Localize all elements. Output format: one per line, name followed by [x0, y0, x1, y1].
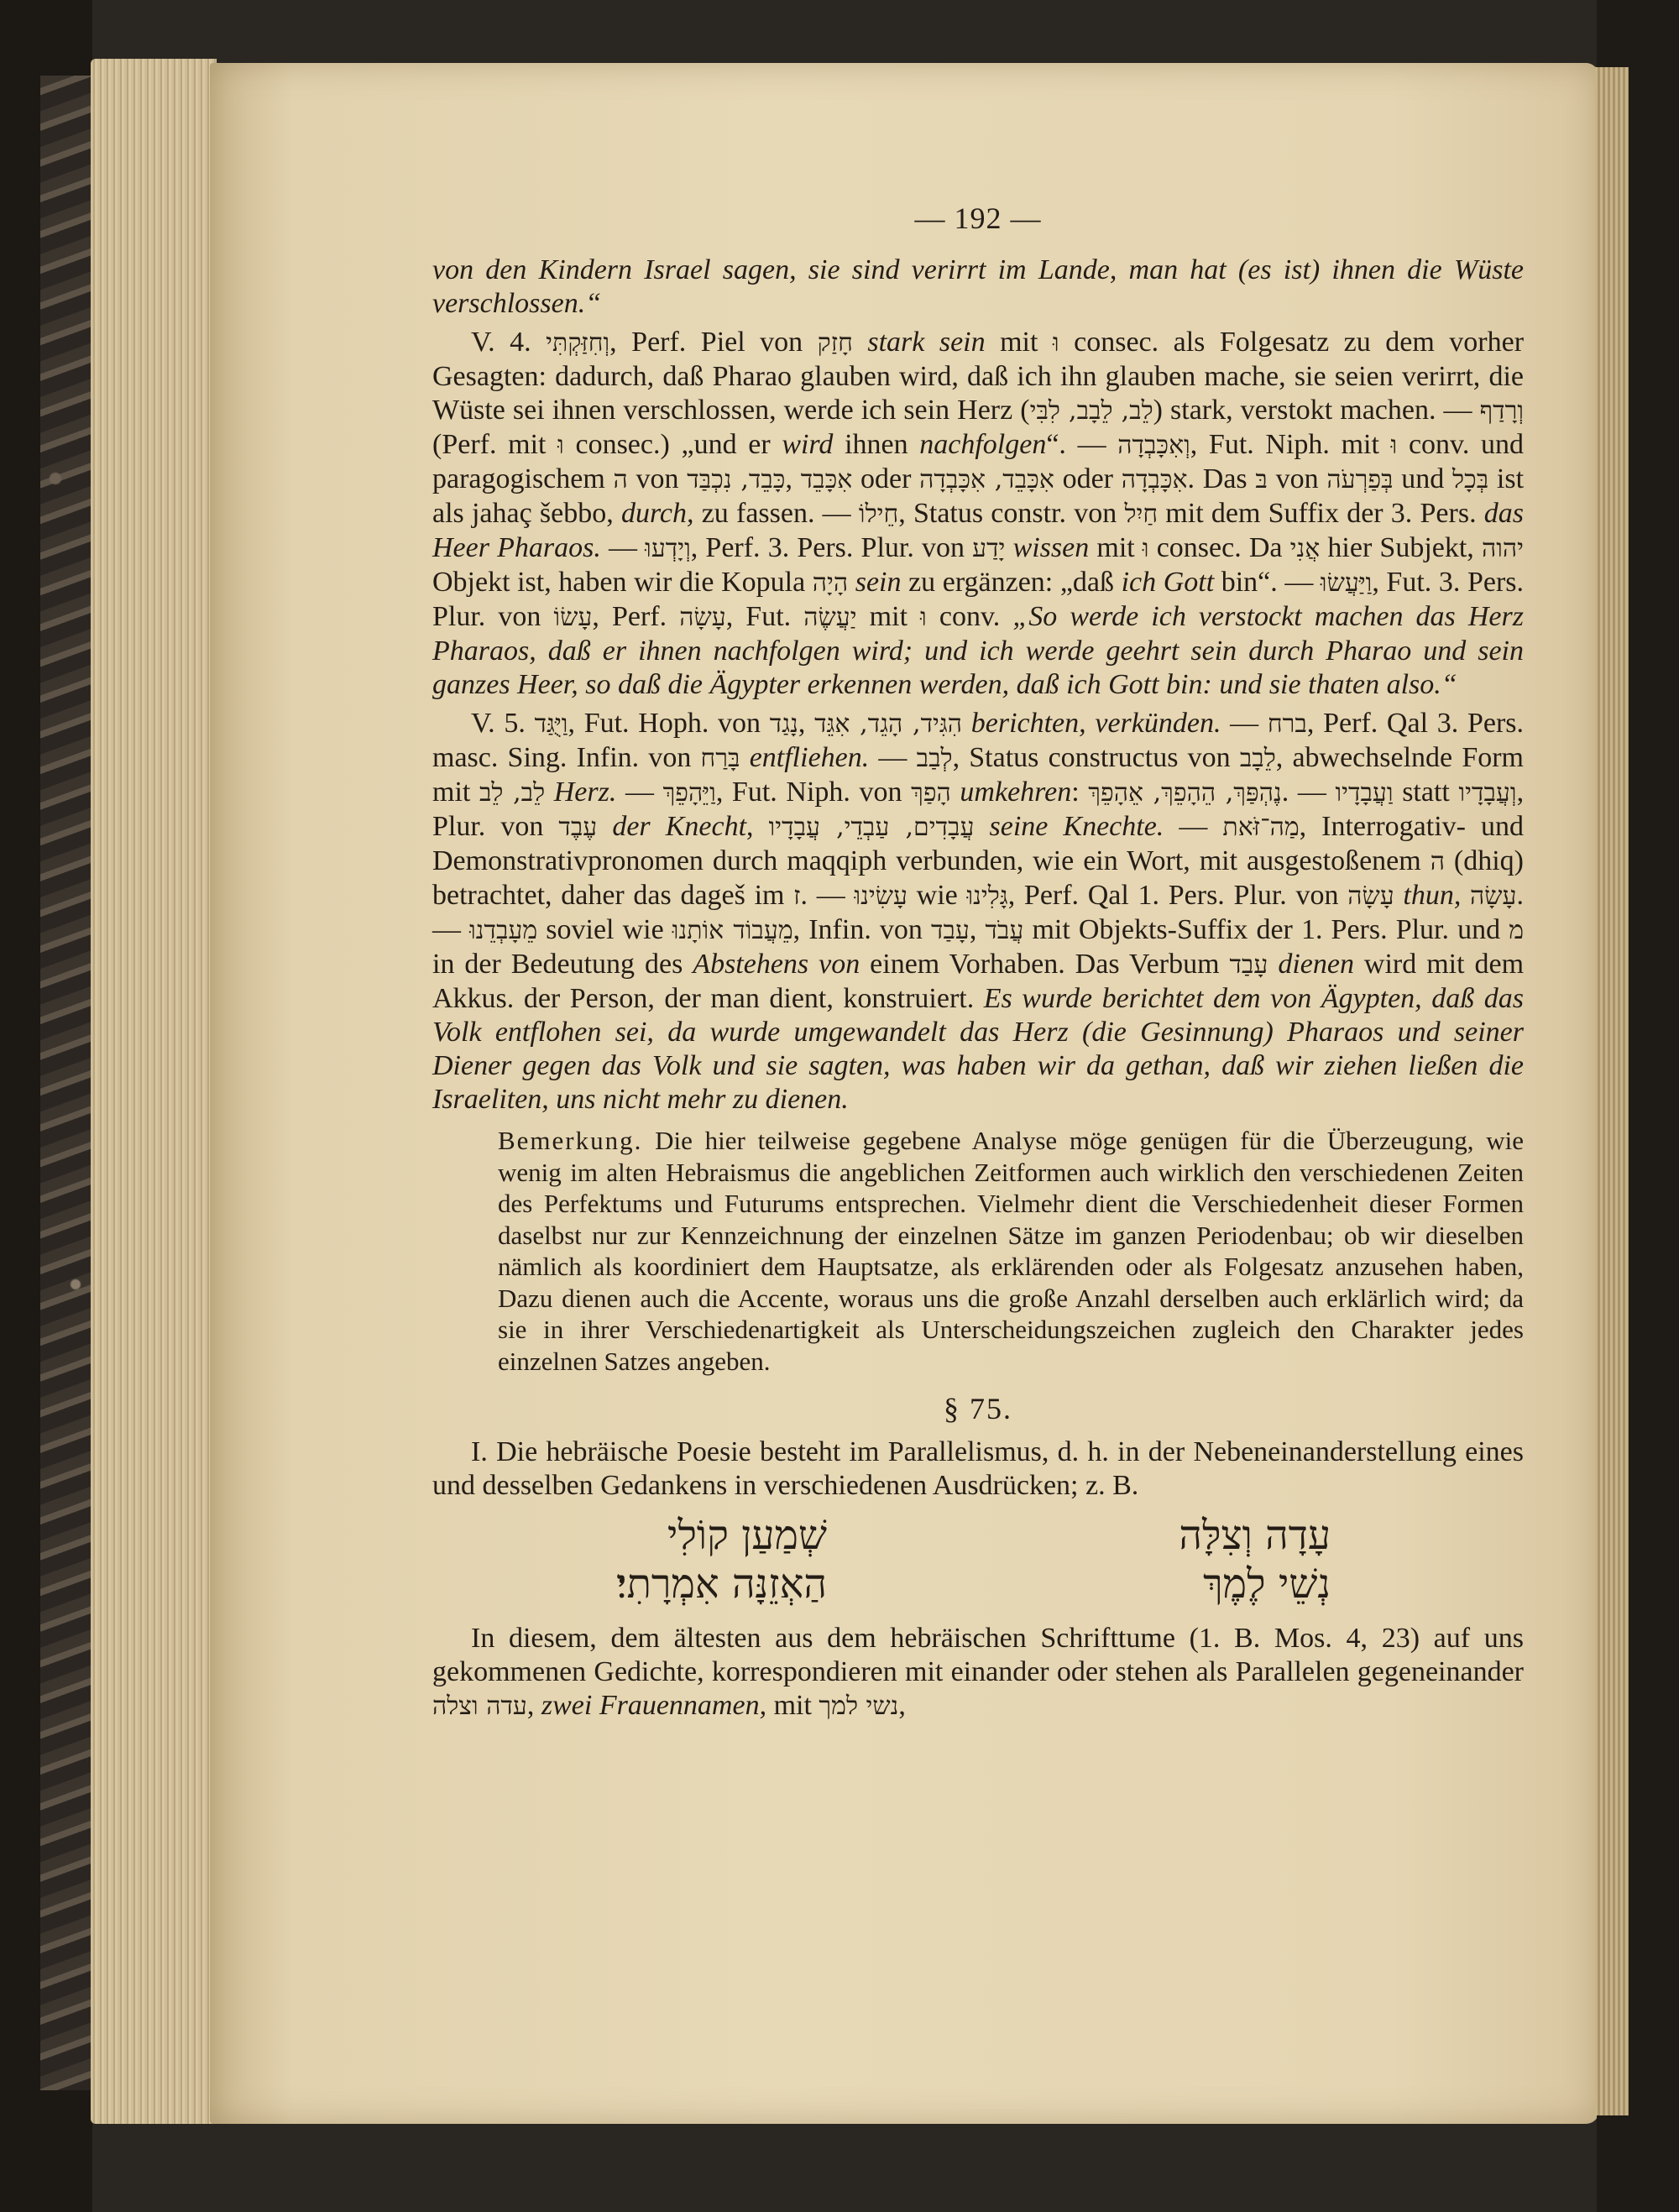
text-run: mit: [856, 601, 921, 632]
hebrew-word: ה: [613, 465, 628, 494]
italic-run: von den Kindern Israel sagen, sie sind verirrt im Lande, man hat (es ist) ihnen die Wüste verschlossen.“: [432, 254, 1524, 319]
text-run: statt: [1393, 777, 1459, 808]
hebrew-word: ברח: [1267, 709, 1307, 739]
hebrew-word: לֵבָב: [1239, 744, 1276, 773]
hebrew-word: יַעֲשֶׂה: [803, 603, 857, 632]
text-run: (dhiq) betrachtet, daher das dageš im: [432, 845, 1525, 911]
italic-run: der Knecht: [612, 811, 747, 842]
poem-line: הַאְזֵנָּה אִמְרָתִי׃: [616, 1561, 827, 1608]
text-run: [1461, 880, 1470, 911]
text-run: consec.) „und er: [563, 429, 782, 460]
text-run: mit: [766, 1690, 819, 1721]
remark-heading: Bemerkung.: [498, 1126, 643, 1155]
poem-line: נְשֵׁי לֶמֶךְ: [1203, 1561, 1331, 1608]
hebrew-word: כָּבֵד, נִכְבַּד: [687, 465, 786, 494]
italic-run: sein: [855, 567, 902, 598]
text-run: , abwechselnde Form mit: [432, 742, 1524, 808]
hebrew-word: וְעֲבָדָיו: [1458, 778, 1517, 808]
text-run: [740, 742, 750, 773]
text-run: , Fut. 3. Pers. Plur. von: [432, 567, 1524, 632]
text-run: V. 5.: [471, 708, 535, 739]
hebrew-word: יָדַע: [972, 534, 1006, 563]
paragraph-verse-4: [432, 326, 1524, 702]
text-run: , Fut. Niph. mit: [1190, 429, 1391, 460]
remark-block: [498, 1125, 1524, 1377]
text-run: , Plur. von: [432, 777, 1525, 842]
poem-column-left: [616, 1511, 827, 1608]
hebrew-word: וּ: [1142, 534, 1149, 563]
hebrew-word: הִגִּיד, הָגֵד, אִגֵּד: [814, 709, 963, 739]
text-run: , Fut.: [725, 601, 804, 632]
hebrew-word: וְיָדְעוּ: [645, 534, 691, 563]
text-run: . —: [432, 880, 1525, 945]
text-run: —: [616, 777, 663, 808]
text-run: —: [1221, 708, 1268, 739]
italic-run: das Heer Pharaos.: [432, 498, 1525, 563]
text-run: ihnen: [833, 429, 920, 460]
hebrew-word: עָשָׂה: [679, 603, 726, 632]
paragraph-continuation: [432, 254, 1524, 321]
hebrew-word: לֵב, לֵבָב, לִבִּי: [1029, 396, 1153, 426]
text-run: , Perf. Qal 3. Pers. masc. Sing. Infin. von: [432, 708, 1525, 773]
poem-line: שְׁמַעַן קוֹלִי: [667, 1512, 827, 1559]
hebrew-word: וְאִכָּבְדָה: [1117, 431, 1190, 460]
hebrew-word: חֵילוֹ: [858, 499, 899, 529]
hebrew-word: וַעֲבָדָיו: [1335, 778, 1394, 808]
italic-run: Herz.: [553, 777, 617, 808]
text-run: —: [1164, 811, 1223, 842]
text-run: [962, 708, 971, 739]
hebrew-word: אִכָּבֵד: [800, 465, 853, 494]
text-run: “. —: [1046, 429, 1118, 460]
hebrew-word: הָפַךְ: [911, 778, 951, 808]
closing-paragraph: [432, 1622, 1524, 1723]
italic-run: thun,: [1403, 880, 1462, 911]
hebrew-word: בָּרַח: [700, 744, 740, 773]
hebrew-word: לֵב, לֵב: [479, 778, 546, 808]
text-run: , Perf. Piel von: [609, 327, 818, 358]
hebrew-word: וְרָדַף: [1479, 396, 1524, 426]
italic-run: umkehren: [960, 777, 1072, 808]
italic-run: dienen: [1278, 949, 1354, 980]
text-run: [853, 327, 868, 358]
hebrew-word: עֲבָדִים, עַבְדֵי, עֲבָדָיו: [768, 813, 975, 842]
text-run: [1005, 532, 1012, 563]
text-run: ) stark, verstokt machen. —: [1153, 395, 1480, 426]
text-run: [848, 567, 855, 598]
text-run: , Status constr. von: [898, 498, 1125, 529]
text-run: ,: [526, 1690, 541, 1721]
poem-line: עָדָה וְצִלָּה: [1179, 1512, 1331, 1559]
hebrew-word: מַה־זֹּאת: [1222, 813, 1300, 842]
text-run: mit: [985, 327, 1053, 358]
text-run: :: [1071, 777, 1089, 808]
text-run: . —: [1281, 777, 1336, 808]
hebrew-word: וּ: [1052, 328, 1059, 358]
text-run: [597, 811, 612, 842]
section-intro: I. Die hebräische Poesie besteht im Parallelismus, d. h. in der Nebeneinanderstellung eines und desselben Gedankens in verschiedenen Ausdrücken; z. B.: [432, 1436, 1524, 1501]
hebrew-word: וַיַּעֲשׂוּ: [1320, 568, 1373, 598]
hebrew-word: חַיִל: [1124, 499, 1159, 529]
text-run: [951, 777, 960, 808]
section-heading: § 75.: [944, 1392, 1012, 1425]
text-run: von: [627, 463, 688, 494]
hebrew-word: וַיֻּגַּד: [534, 709, 568, 739]
hebrew-word: אֲנִי: [1289, 534, 1321, 563]
text-run: , Status constructus von: [952, 742, 1240, 773]
text-run: , Fut. Hoph. von: [568, 708, 770, 739]
text-run: hier Subjekt,: [1320, 532, 1482, 563]
text-run: consec. als Folgesatz zu dem vorher Gesagten: dadurch, daß Pharao glauben wird, daß ich ihn glauben mache, sie seien verirrt, die Wüste sei ihnen verschlossen, werde ich sein Herz (: [432, 327, 1525, 426]
text-run: bin“. —: [1214, 567, 1321, 598]
hebrew-word: לְבַב: [916, 744, 953, 773]
text-run: zu fassen. —: [693, 498, 859, 529]
text-run: ,: [798, 708, 815, 739]
italic-run: entfliehen.: [749, 742, 870, 773]
page-stack-edges: [91, 59, 217, 2124]
hebrew-word: מ: [1509, 916, 1524, 945]
text-run: Objekt ist, haben wir die Kopula: [432, 567, 813, 598]
text-run: zu ergänzen: „daß: [901, 567, 1122, 598]
paragraph-verse-5: [432, 707, 1524, 1116]
hebrew-word: עָבַד: [1229, 950, 1268, 980]
text-run: ,: [969, 914, 986, 945]
hebrew-word: בְּפַרְעֹה: [1326, 465, 1394, 494]
italic-run: nachfolgen: [919, 429, 1047, 460]
text-run: , Perf. 3. Pers. Plur. von: [690, 532, 973, 563]
hebrew-word: ה: [1430, 847, 1445, 876]
text-run: [545, 777, 554, 808]
text-run: mit: [1089, 532, 1143, 563]
text-run: ,: [785, 463, 801, 494]
hebrew-word: וּ: [557, 431, 564, 460]
italic-run: wird: [782, 429, 834, 460]
text-run: , Fut. Niph. von: [715, 777, 912, 808]
hebrew-word: בּ: [1255, 465, 1268, 494]
text-run: [1394, 880, 1404, 911]
hebrew-word: נשי למך: [819, 1692, 899, 1721]
text-run: . —: [800, 880, 855, 911]
text-run: mit dem Suffix der 3. Pers.: [1158, 498, 1484, 529]
text-run: wird mit dem Akkus. der Person, der man dient, konstruiert.: [432, 949, 1525, 1014]
marbled-cover-edge: [40, 76, 93, 2090]
italic-run: Es wurde berichtet dem von Ägypten, daß das Volk entflohen sei, da wurde umgewandelt das Herz (die Gesinnung) Pharaos und seiner Diener gegen das Volk und sie sagten, was haben wir da gethan, daß wir ziehen ließen die Israeliten, uns nicht mehr zu dienen.: [432, 983, 1524, 1115]
text-run: , Perf.: [592, 601, 680, 632]
hebrew-word: נָגַד: [769, 709, 798, 739]
italic-run: zwei Frauennamen,: [541, 1690, 767, 1721]
text-run: consec. Da: [1148, 532, 1290, 563]
italic-run: Abstehens von: [693, 949, 860, 980]
hebrew-word: וַיֵּהָפֵךְ: [662, 778, 716, 808]
hebrew-word: גָּלִינוּ: [966, 881, 1008, 911]
text-run: . Das: [1187, 463, 1256, 494]
text-run: und: [1393, 463, 1452, 494]
text-run: conv.: [926, 601, 1013, 632]
italic-run: seine Knechte.: [989, 811, 1164, 842]
text-run: , Infin. von: [792, 914, 932, 945]
italic-run: ich Gott: [1121, 567, 1215, 598]
italic-run: „So werde ich verstockt machen das Herz Pharaos, daß er ihnen nachfolgen wird; und ich werde geehrt sein durch Pharao und sein ganzes Heer, so daß die Ägypter erkennen werden, daß ich Gott bin: und sie thaten also.“: [432, 601, 1524, 700]
hebrew-word: עָבַד: [931, 916, 970, 945]
text-run: ist als jahaç šebbo,: [432, 463, 1525, 529]
hebrew-word: הָיָה: [812, 568, 849, 598]
hebrew-word: עדה וצלה: [432, 1692, 527, 1721]
hebrew-word: חָזַק: [817, 328, 853, 358]
hebrew-word: עָשָׂה: [1347, 881, 1394, 911]
text-run: oder: [1054, 463, 1122, 494]
text-run: oder: [852, 463, 920, 494]
hebrew-word: עָשָׂה: [1470, 881, 1517, 911]
text-run: [1268, 949, 1278, 980]
hebrew-word: יהוה: [1481, 534, 1525, 563]
italic-run: wissen: [1012, 532, 1090, 563]
hebrew-word: מֵעֲבוֹד אוֹתָנוּ: [672, 916, 793, 945]
italic-run: durch,: [620, 498, 694, 529]
text-run: V. 4.: [471, 327, 547, 358]
hebrew-word: עָשׂוֹ: [553, 603, 593, 632]
hebrew-word: עֶבֶד: [558, 813, 598, 842]
hebrew-word: ז: [793, 881, 801, 911]
text-run: In diesem, dem ältesten aus dem hebräischen Schrifttume (1. B. Mos. 4, 23) auf uns gekommenen Gedichte, korrespondieren mit einander oder stehen als Parallelen gegeneinander: [432, 1623, 1524, 1687]
remark-body: Die hier teilweise gegebene Analyse möge genügen für die Überzeugung, wie wenig im alten Hebraismus die angeblichen Zeitformen auch wirklich den verschiedenen Zeiten des Perfektums und Futurums entsprechen. Vielmehr dient die Verschiedenheit dieser Formen daselbst nur zur Kennzeichnung der einzelnen Sätze im ganzen Periodenbau; ob wir dieselben nämlich als koordiniert dem Hauptsatze, als erklärenden oder als Folgesatz anzusehen haben, Dazu dienen auch die Accente, woraus uns die große Anzahl derselben auch erklärlich wird; da sie in ihrer Verschiedenartigkeit als Unterscheidungszeichen zugleich den Charakter jedes einzelnen Satzes angeben.: [498, 1126, 1524, 1376]
poem-column-right: [1179, 1511, 1331, 1608]
hebrew-word: עָשִׂינוּ: [854, 881, 907, 911]
text-run: von: [1267, 463, 1327, 494]
text-run: —: [869, 742, 917, 773]
text-run: soviel wie: [537, 914, 672, 945]
hebrew-poem: [432, 1511, 1524, 1612]
italic-run: stark sein: [867, 327, 986, 358]
text-run: wie: [907, 880, 967, 911]
hebrew-word: נֶהְפַּךְ, הֵהָפֵךְ, אֵהָפֵךְ: [1088, 778, 1282, 808]
hebrew-word: אִכָּבֵד, אִכָּבְדָה: [919, 465, 1054, 494]
hebrew-word: וּ: [1390, 431, 1398, 460]
hebrew-word: עֲבֹד: [985, 916, 1024, 945]
page-text: [432, 201, 1524, 1723]
hebrew-word: אִכָּבְדָה: [1121, 465, 1188, 494]
text-run: einem Vorhaben. Das Verbum: [860, 949, 1230, 980]
text-run: ,: [746, 811, 769, 842]
hebrew-word: מֵעָבְדֵנוּ: [469, 916, 538, 945]
hebrew-word: בְּכָל: [1452, 465, 1489, 494]
text-run: ,: [898, 1690, 906, 1721]
text-run: in der Bedeutung des: [432, 949, 693, 980]
hebrew-word: וְחִזַּקְתִּי: [546, 328, 610, 358]
italic-run: berichten, verkünden.: [970, 708, 1221, 739]
text-run: , Interrogativ- und Demonstrativpronomen durch maqqiph verbunden, wie ein Wort, mit ausgestoßenem: [432, 811, 1525, 876]
text-run: [974, 811, 989, 842]
text-run: conv. und paragogischem: [432, 429, 1524, 494]
text-run: , Perf. Qal 1. Pers. Plur. von: [1007, 880, 1348, 911]
facing-page-edge: [1595, 67, 1629, 2115]
text-run: (Perf. mit: [432, 429, 558, 460]
text-run: —: [600, 532, 646, 563]
hebrew-word: וּ: [920, 603, 927, 632]
page-number: — 192 —: [914, 201, 1042, 235]
text-run: mit Objekts-Suffix der 1. Pers. Plur. und: [1023, 914, 1509, 945]
